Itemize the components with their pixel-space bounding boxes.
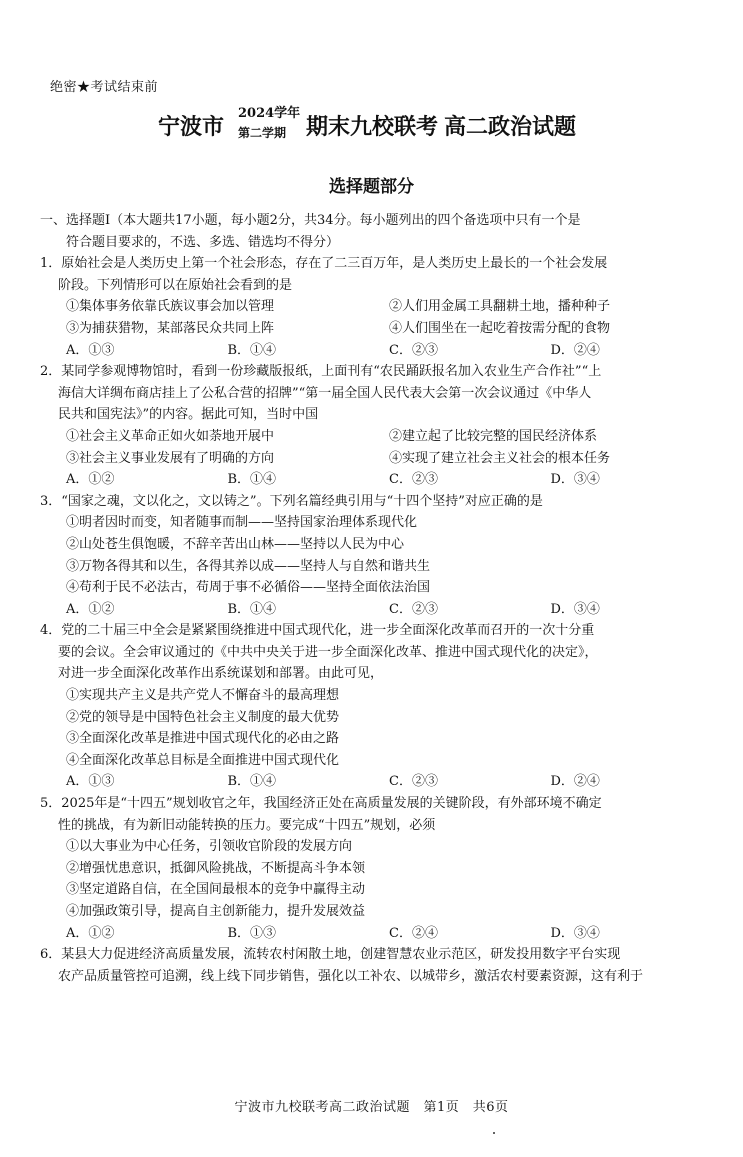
item: ④人们围坐在一起吃着按需分配的食物 [389,320,611,336]
item: ③全面深化改革是推进中国式现代化的必由之路 [66,731,340,747]
item: ③为捕获猎物，某部落民众共同上阵 [66,320,275,336]
item: ①社会主义革命正如火如荼地开展中 [66,428,275,444]
title-prefix: 宁波市 [158,114,225,140]
title-suffix: 高二政治试题 [444,114,577,140]
option-b[interactable]: B．①④ [227,342,277,358]
option-a[interactable]: A．①③ [66,774,115,790]
question-stem: 2．某同学参观博物馆时，看到一份珍藏版报纸，上面刊有“农民踊跃报名加入农业生产合作社”“上 [40,364,602,380]
question-3 [40,491,712,621]
answer-options [40,340,712,362]
question-items [40,448,712,470]
item: ①实现共产主义是共产党人不懈奋斗的最高理想 [66,688,340,704]
answer-options [40,923,712,945]
item: ②增强忧患意识，抵御风险挑战，不断提高斗争本领 [66,860,366,876]
option-c[interactable]: C．②④ [389,925,438,941]
item: ③万物各得其和以生，各得其养以成——坚持人与自然和谐共生 [66,558,431,574]
answer-options [40,771,712,793]
option-a[interactable]: A．①③ [66,342,115,358]
question-stem: 阶段。下列情形可以在原始社会看到的是 [58,277,293,293]
questions-area [40,210,712,987]
question-items [40,426,712,448]
item: ②山处苍生俱饱暖，不辞辛苦出山林——坚持以人民为中心 [66,536,405,552]
item: ③社会主义事业发展有了明确的方向 [66,450,275,466]
question-stem: 性的挑战，有为新旧动能转换的压力。要完成“十四五”规划，必须 [58,817,436,833]
item: ②党的领导是中国特色社会主义制度的最大优势 [66,709,340,725]
option-b[interactable]: B．①③ [227,925,277,941]
option-c[interactable]: C．②③ [389,601,438,617]
option-b[interactable]: B．①④ [227,472,277,488]
option-d[interactable]: D．②④ [550,342,600,358]
option-d[interactable]: D．③④ [550,925,600,941]
answer-options [40,599,712,621]
question-stem: 5．2025年是“十四五”规划收官之年，我国经济正处在高质量发展的关键阶段，有外部环境不确定 [40,796,602,812]
item: ②人们用金属工具翻耕土地，播种种子 [389,299,611,315]
scan-speck [493,1132,495,1134]
question-6 [40,944,712,987]
title-semester: 第二学期 [238,126,287,140]
instructions-line: 一、选择题Ⅰ（本大题共17小题，每小题2分，共34分。每小题列出的四个备选项中只有一个是 [40,213,581,228]
confidential-mark: 绝密★考试结束前 [50,80,159,95]
item: ②建立起了比较完整的国民经济体系 [389,428,598,444]
title-middle: 期末九校联考 [306,114,439,140]
title-year: 2024学年 [238,106,301,121]
instructions-line: 符合题目要求的，不选、多选、错选均不得分） [66,234,340,250]
question-stem: 对进一步全面深化改革作出系统谋划和部署。由此可见， [58,666,384,682]
option-b[interactable]: B．①④ [227,774,277,790]
option-a[interactable]: A．①② [66,925,115,941]
question-2 [40,361,712,491]
exam-title [0,102,743,146]
page-footer: 宁波市九校联考高二政治试题 第1页 共6页 [234,1100,509,1115]
option-c[interactable]: C．②③ [389,774,438,790]
question-stem: 民共和国宪法》”的内容。据此可知，当时中国 [58,407,319,423]
option-d[interactable]: D．②④ [550,774,600,790]
option-c[interactable]: C．②③ [389,342,438,358]
question-5 [40,793,712,944]
question-items [40,318,712,340]
question-stem: 农产品质量管控可追溯，线上线下同步销售，强化以工补农、以城带乡，激活农村要素资源，这有利于 [58,968,644,984]
option-c[interactable]: C．②③ [389,472,438,488]
question-1 [40,253,712,361]
answer-options [40,469,712,491]
item: ④苟利于民不必法古，苟周于事不必循俗——坚持全面依法治国 [66,580,431,596]
option-a[interactable]: A．①② [66,472,115,488]
item: ④加强政策引导，提高自主创新能力，提升发展效益 [66,904,366,919]
item: ①以大事业为中心任务，引领收官阶段的发展方向 [66,839,353,855]
question-stem: 海信大详绸布商店挂上了公私合营的招牌”“第一届全国人民代表大会第一次会议通过《中华人 [58,385,592,401]
option-d[interactable]: D．③④ [550,601,600,617]
question-items [40,296,712,318]
question-4 [40,620,712,793]
item: ④实现了建立社会主义社会的根本任务 [389,450,611,466]
item: ④全面深化改革总目标是全面推进中国式现代化 [66,752,340,768]
item: ①集体事务依靠氏族议事会加以管理 [66,299,275,315]
question-stem: 1．原始社会是人类历史上第一个社会形态，存在了二三百万年，是人类历史上最长的一个社会发展 [40,256,608,272]
question-stem: 6．某县大力促进经济高质量发展，流转农村闲散土地，创建智慧农业示范区，研发投用数字平台实现 [40,947,621,963]
section-title: 选择题部分 [329,177,414,197]
item: ③坚定道路自信，在全国间最根本的竞争中赢得主动 [66,882,366,898]
option-a[interactable]: A．①② [66,601,115,617]
option-d[interactable]: D．③④ [550,472,600,488]
question-stem: 3．“国家之魂，文以化之，文以铸之”。下列名篇经典引用与“十四个坚持”对应正确的是 [40,493,543,509]
option-b[interactable]: B．①④ [227,601,277,617]
item: ①明者因时而变，知者随事而制——坚持国家治理体系现代化 [66,515,418,531]
question-stem: 4．党的二十届三中全会是紧紧围绕推进中国式现代化，进一步全面深化改革而召开的一次十分重 [40,623,595,639]
question-stem: 要的会议。全会审议通过的《中共中央关于进一步全面深化改革、推进中国式现代化的决定》， [58,644,598,660]
